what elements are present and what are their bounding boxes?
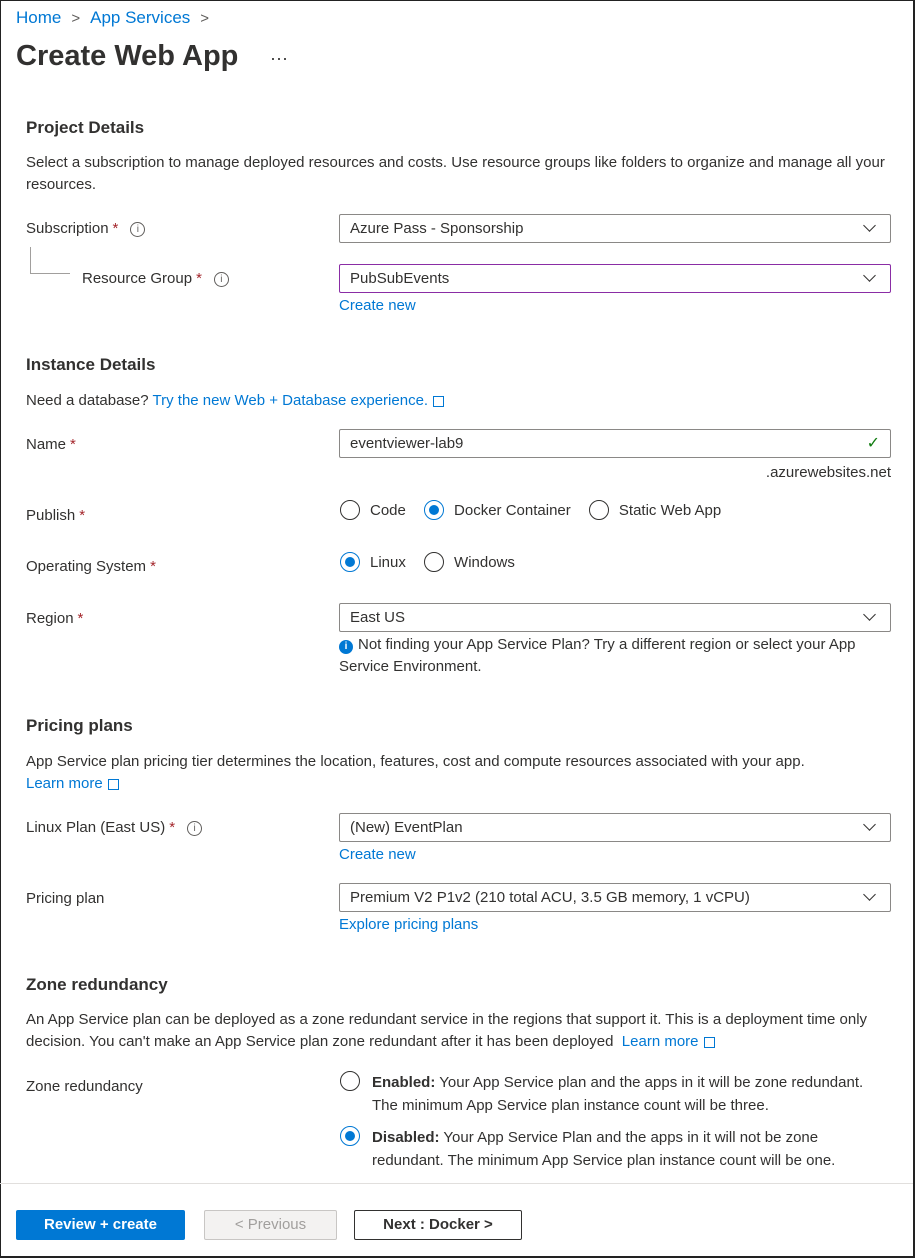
os-option-windows[interactable] — [424, 552, 515, 572]
name-value: eventviewer-lab9 — [350, 435, 464, 452]
project-details-description: Select a subscription to manage deployed resources and costs. Use resource groups like folders to organize and manage all your resources. — [26, 154, 885, 193]
region-value: East US — [350, 609, 406, 626]
resource-group-label — [82, 270, 229, 287]
radio-button[interactable] — [340, 1071, 360, 1091]
os-radio-group — [340, 552, 529, 576]
publish-label — [26, 507, 85, 524]
region-dropdown[interactable] — [339, 603, 891, 632]
info-icon[interactable]: i — [187, 821, 202, 836]
next-docker-button[interactable]: Next : Docker > — [354, 1210, 522, 1240]
subscription-label-text: Subscription — [26, 220, 109, 237]
option-label: Linux — [370, 553, 406, 571]
required-asterisk: * — [150, 558, 156, 575]
chevron-down-icon — [863, 269, 876, 282]
radio-button[interactable] — [340, 500, 360, 520]
zone-description-text: An App Service plan can be deployed as a zone redundant service in the regions that support it. This is a deployment time only decision. You can't make an App Service plan zone redundant after it has been deployed — [26, 1011, 868, 1050]
required-asterisk: * — [79, 507, 86, 524]
linux-plan-value: (New) EventPlan — [350, 819, 463, 836]
linux-plan-label — [26, 819, 202, 836]
create-new-plan-link[interactable]: Create new — [339, 846, 416, 863]
zone-description — [26, 1009, 896, 1053]
name-suffix: .azurewebsites.net — [765, 464, 891, 481]
info-icon[interactable]: i — [130, 222, 145, 237]
region-label — [26, 610, 83, 627]
zone-option-enabled[interactable] — [340, 1071, 890, 1117]
region-note-text: Not finding your App Service Plan? Try a different region or select your App Service Environment. — [339, 636, 856, 675]
name-label — [26, 436, 76, 453]
radio-button[interactable] — [340, 1126, 360, 1146]
option-label: Windows — [454, 553, 515, 571]
zone-option-disabled[interactable] — [340, 1126, 890, 1172]
option-label: Static Web App — [618, 501, 722, 519]
database-prompt-text: Need a database? — [26, 392, 149, 409]
more-options-button[interactable]: ··· — [270, 48, 288, 68]
chevron-right-icon: > — [200, 9, 210, 27]
web-database-link[interactable]: Try the new Web + Database experience. — [152, 392, 429, 409]
learn-more-link[interactable]: Learn more — [26, 775, 103, 792]
create-new-resource-group-link[interactable]: Create new — [339, 297, 416, 314]
project-details-heading: Project Details — [26, 118, 145, 137]
name-input[interactable] — [339, 429, 891, 458]
name-label-text: Name — [26, 436, 67, 453]
subscription-value: Azure Pass - Sponsorship — [350, 220, 524, 237]
region-note — [339, 634, 891, 678]
pricing-plan-value: Premium V2 P1v2 (210 total ACU, 3.5 GB memory, 1 vCPU) — [350, 889, 750, 906]
pricing-plan-dropdown[interactable] — [339, 883, 891, 912]
subscription-dropdown[interactable] — [339, 214, 891, 243]
database-prompt — [26, 392, 444, 409]
required-asterisk: * — [196, 270, 202, 287]
publish-option-code[interactable] — [340, 500, 406, 520]
resource-group-label-text: Resource Group — [82, 270, 193, 287]
os-label — [26, 558, 156, 575]
subscription-label — [26, 220, 145, 237]
radio-button[interactable] — [424, 552, 444, 572]
linux-plan-dropdown[interactable] — [339, 813, 891, 842]
pricing-plan-label: Pricing plan — [26, 890, 105, 907]
tree-connector — [30, 247, 70, 274]
zone-redundancy-heading: Zone redundancy — [26, 975, 168, 994]
required-asterisk: * — [77, 610, 84, 627]
instance-details-heading: Instance Details — [26, 355, 156, 374]
radio-button[interactable] — [589, 500, 609, 520]
chevron-right-icon: > — [71, 9, 81, 27]
external-link-icon — [108, 779, 119, 790]
pricing-plans-heading: Pricing plans — [26, 716, 133, 735]
chevron-down-icon — [863, 219, 876, 232]
option-label: Docker Container — [454, 501, 571, 519]
breadcrumb-home[interactable]: Home — [16, 8, 62, 27]
info-filled-icon: i — [339, 640, 353, 654]
option-label: Code — [370, 501, 406, 519]
page-title: Create Web App — [16, 40, 239, 72]
resource-group-dropdown[interactable] — [339, 264, 891, 293]
zone-learn-more-link[interactable]: Learn more — [621, 1033, 699, 1050]
required-asterisk: * — [169, 819, 176, 836]
pricing-description — [26, 751, 896, 795]
pricing-description-text: App Service plan pricing tier determines the location, features, cost and compute resources associated with your app. — [26, 753, 805, 770]
linux-plan-label-text: Linux Plan (East US) — [26, 819, 166, 836]
option-title: Enabled: — [372, 1074, 436, 1091]
footer-divider — [0, 1183, 913, 1184]
breadcrumb — [16, 8, 209, 28]
checkmark-icon: ✓ — [866, 435, 880, 452]
chevron-down-icon — [863, 608, 876, 621]
external-link-icon — [433, 396, 444, 407]
breadcrumb-app-services[interactable]: App Services — [90, 8, 191, 27]
os-label-text: Operating System — [26, 558, 147, 575]
radio-button[interactable] — [424, 500, 444, 520]
required-asterisk: * — [70, 436, 76, 453]
review-create-button[interactable]: Review + create — [16, 1210, 185, 1240]
external-link-icon — [704, 1037, 715, 1048]
publish-option-docker[interactable] — [424, 500, 571, 520]
info-icon[interactable]: i — [214, 272, 229, 287]
publish-label-text: Publish — [26, 507, 76, 524]
os-option-linux[interactable] — [340, 552, 406, 572]
radio-button[interactable] — [340, 552, 360, 572]
option-description: Your App Service Plan and the apps in it will not be zone redundant. The minimum App Service plan instance count will be one. — [372, 1129, 836, 1169]
zone-redundancy-label: Zone redundancy — [26, 1078, 143, 1095]
explore-pricing-link[interactable]: Explore pricing plans — [339, 916, 479, 933]
option-title: Disabled: — [372, 1129, 440, 1146]
chevron-down-icon — [863, 818, 876, 831]
resource-group-value: PubSubEvents — [350, 270, 450, 287]
publish-option-static[interactable] — [589, 500, 721, 520]
publish-radio-group — [340, 500, 735, 524]
previous-button[interactable]: < Previous — [204, 1210, 337, 1240]
region-label-text: Region — [26, 610, 74, 627]
required-asterisk: * — [112, 220, 119, 237]
chevron-down-icon — [863, 888, 876, 901]
option-description: Your App Service plan and the apps in it will be zone redundant. The minimum App Service plan instance count will be three. — [372, 1074, 864, 1114]
